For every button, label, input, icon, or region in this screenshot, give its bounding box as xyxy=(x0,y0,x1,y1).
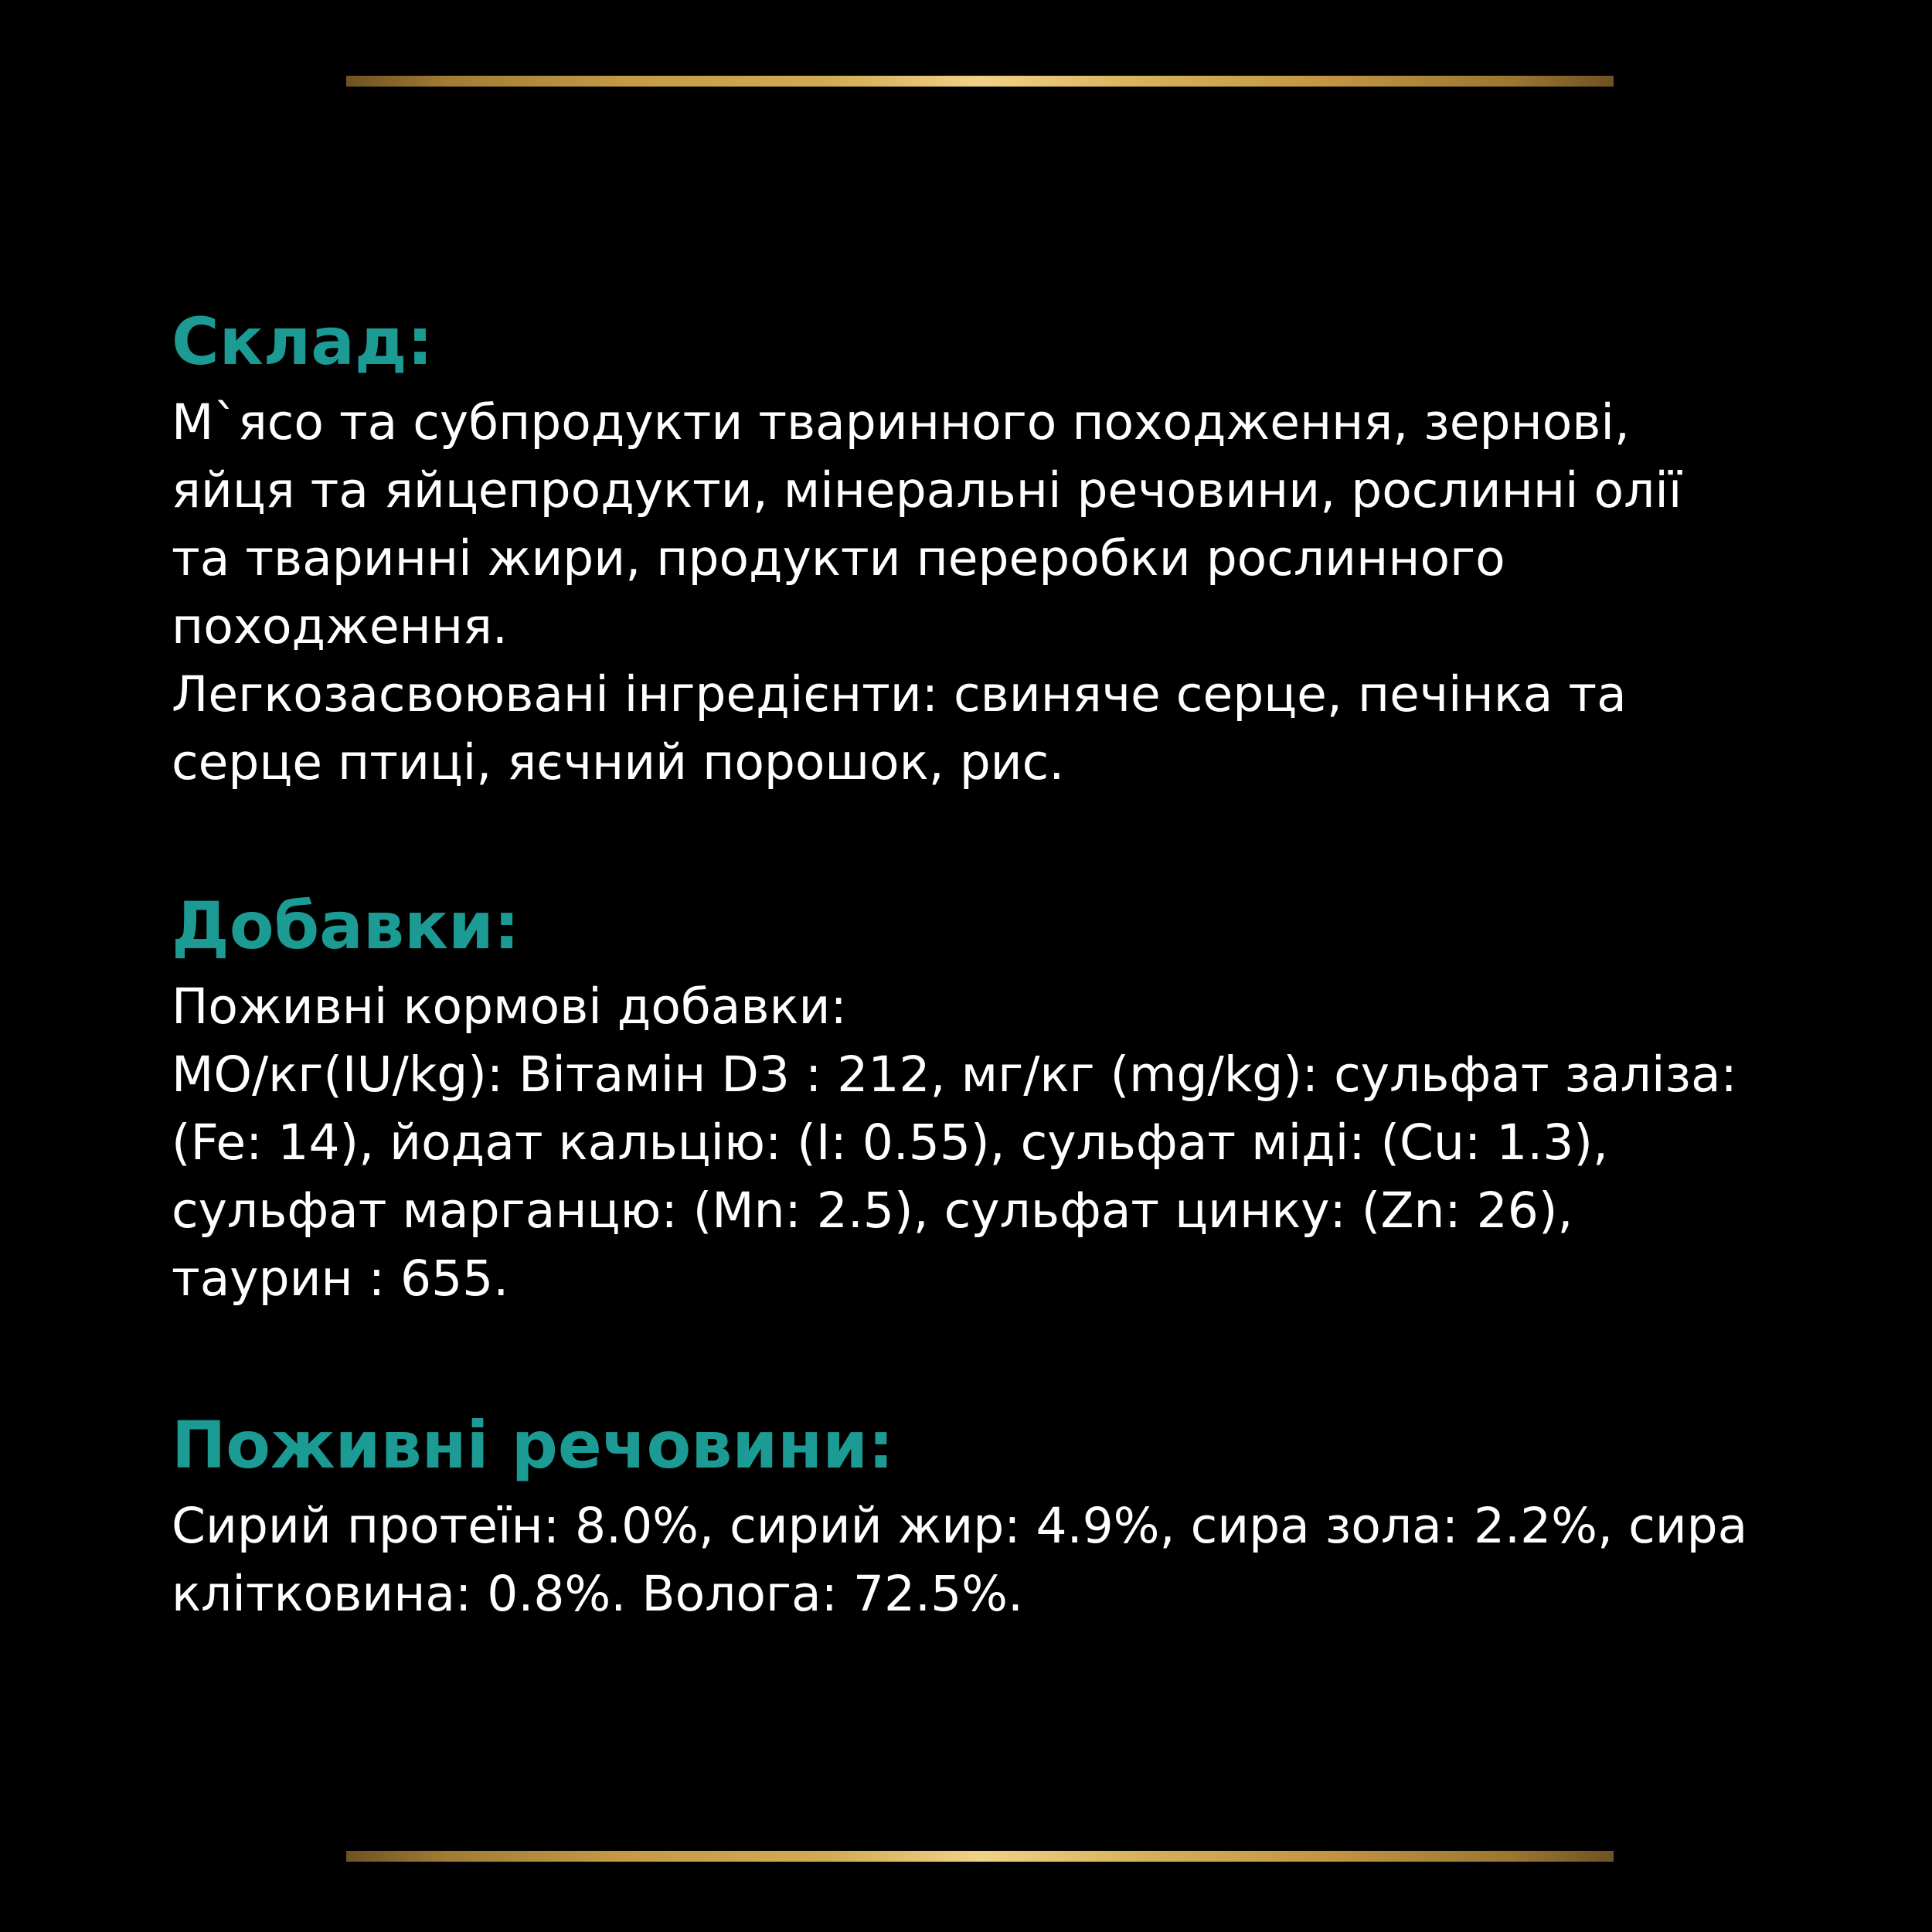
composition-line-6: серце птиці, яєчний порошок, рис. xyxy=(172,734,1065,791)
composition-line-1: М`ясо та субпродукти тваринного походження, зернові, xyxy=(172,394,1630,451)
nutrients-text xyxy=(172,1492,1856,1628)
bottom-gold-divider xyxy=(346,1851,1614,1862)
additives-line-3: (Fe: 14), йодат кальцію: (I: 0.55), сульфат міді: (Cu: 1.3), xyxy=(172,1114,1608,1171)
nutrients-line-1: Сирий протеїн: 8.0%, сирий жир: 4.9%, сира зола: 2.2%, сира xyxy=(172,1498,1748,1554)
composition-line-4: походження. xyxy=(172,598,508,655)
composition-line-2: яйця та яйцепродукти, мінеральні речовини, рослинні олії xyxy=(172,462,1682,519)
additives-text xyxy=(172,973,1856,1313)
additives-line-5: таурин : 655. xyxy=(172,1250,509,1307)
composition-heading: Склад: xyxy=(172,304,434,379)
additives-line-1: Поживні кормові добавки: xyxy=(172,978,847,1035)
additives-line-4: сульфат марганцю: (Mn: 2.5), сульфат цинку: (Zn: 26), xyxy=(172,1182,1573,1239)
section-additives xyxy=(172,887,1856,1313)
section-composition xyxy=(172,303,1856,797)
top-gold-divider xyxy=(346,76,1614,87)
additives-line-2: МО/кг(IU/kg): Вітамін D3 : 212, мг/кг (mg/kg): сульфат заліза: xyxy=(172,1046,1737,1103)
section-nutrients xyxy=(172,1406,1856,1628)
composition-line-5: Легкозасвоювані інгредієнти: свиняче серце, печінка та xyxy=(172,666,1627,723)
composition-text xyxy=(172,389,1856,797)
additives-heading: Добавки: xyxy=(172,888,520,964)
nutrients-line-2: клітковина: 0.8%. Волога: 72.5%. xyxy=(172,1566,1024,1622)
nutrients-heading: Поживні речовини: xyxy=(172,1407,894,1483)
composition-line-3: та тваринні жири, продукти переробки рослинного xyxy=(172,530,1505,587)
